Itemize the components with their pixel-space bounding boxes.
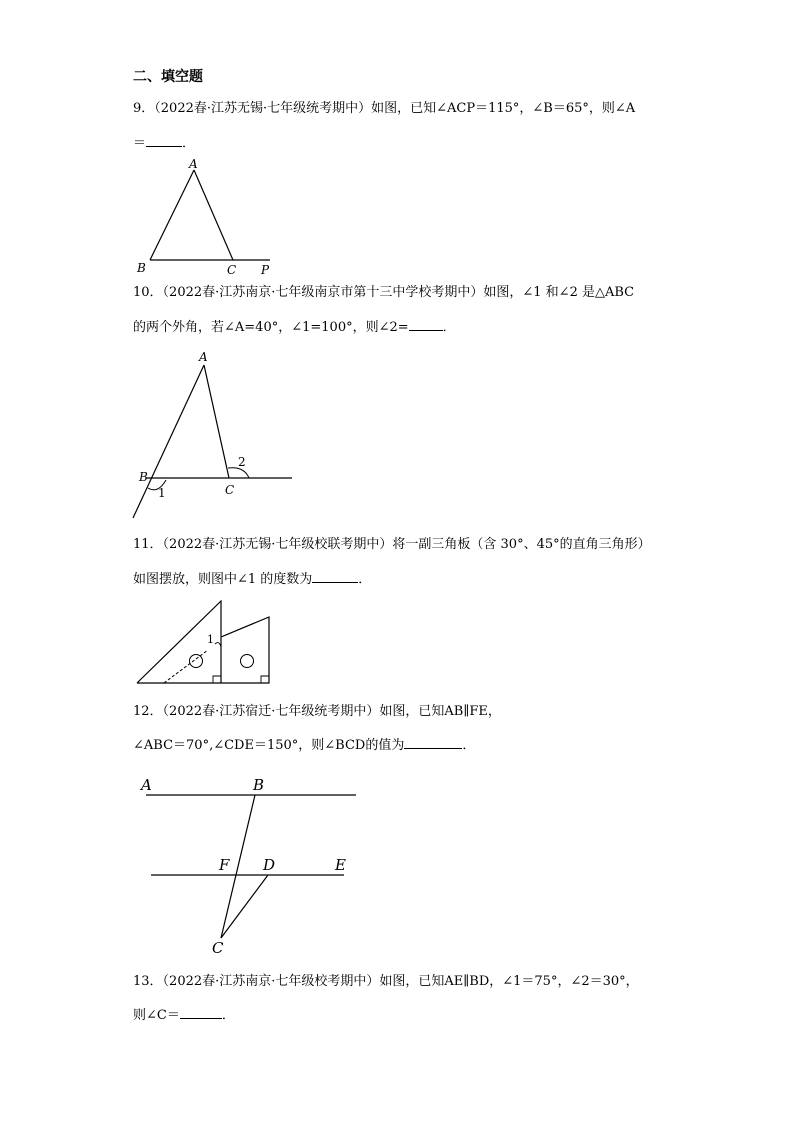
q9-text-line1: 9．（2022春·江苏无锡·七年级统考期中）如图，已知∠ACP＝115°，∠B＝65°，则∠A xyxy=(133,101,636,116)
q10-label-angle1: 1 xyxy=(158,486,166,500)
q12-text-line1: 12．（2022春·江苏宿迁·七年级统考期中）如图，已知AB∥FE， xyxy=(133,704,501,719)
q9-line2-prefix: ＝ xyxy=(133,136,147,151)
q12-label-E: E xyxy=(335,856,346,874)
q10-line2-prefix: 的两个外角，若∠A=40°，∠1=100°，则∠2= xyxy=(133,320,409,335)
q12-label-A: A xyxy=(141,776,152,794)
q12-label-F: F xyxy=(219,856,230,874)
q11-line2-prefix: 如图摆放，则图中∠1 的度数为 xyxy=(133,572,313,587)
q10-text-line1: 10．（2022春·江苏南京·七年级南京市第十三中学校考期中）如图，∠1 和∠2 是△ABC xyxy=(133,285,635,300)
q9-line2-suffix: ． xyxy=(182,136,196,151)
q11-label-angle1: 1 xyxy=(207,633,214,646)
q9-label-B: B xyxy=(137,261,146,275)
q10-line2-suffix: ． xyxy=(442,320,456,335)
q10-label-A: A xyxy=(199,350,208,364)
q13-line2-suffix: ． xyxy=(221,1008,235,1023)
q12-line2-suffix: ． xyxy=(462,738,476,753)
q13-text-line1: 13．（2022春·江苏南京·七年级校考期中）如图，已知AE∥BD，∠1＝75°，∠2＝30°， xyxy=(133,974,639,989)
q13-text-line2 xyxy=(133,1004,235,1025)
q9-label-C: C xyxy=(227,263,237,277)
q9-label-P: P xyxy=(261,263,270,277)
q12-line2-prefix: ∠ABC＝70°,∠CDE＝150°，则∠BCD的值为 xyxy=(133,738,405,753)
q11-line2-suffix: ． xyxy=(358,572,372,587)
q13-line2-prefix: 则∠C＝ xyxy=(133,1008,180,1023)
q10-label-C: C xyxy=(225,483,235,497)
q12-label-D: D xyxy=(263,856,276,874)
q9-label-A: A xyxy=(189,157,198,171)
q12-label-C: C xyxy=(212,939,224,957)
q13-answer-blank xyxy=(180,1004,222,1019)
q10-label-angle2: 2 xyxy=(238,455,246,469)
section-heading: 二、填空题 xyxy=(133,69,203,85)
q12-label-B: B xyxy=(253,776,265,794)
q11-text-line1: 11．（2022春·江苏无锡·七年级校联考期中）将一副三角板（含 30°、45°的直角三角形） xyxy=(133,537,651,552)
q10-label-B: B xyxy=(139,470,148,484)
